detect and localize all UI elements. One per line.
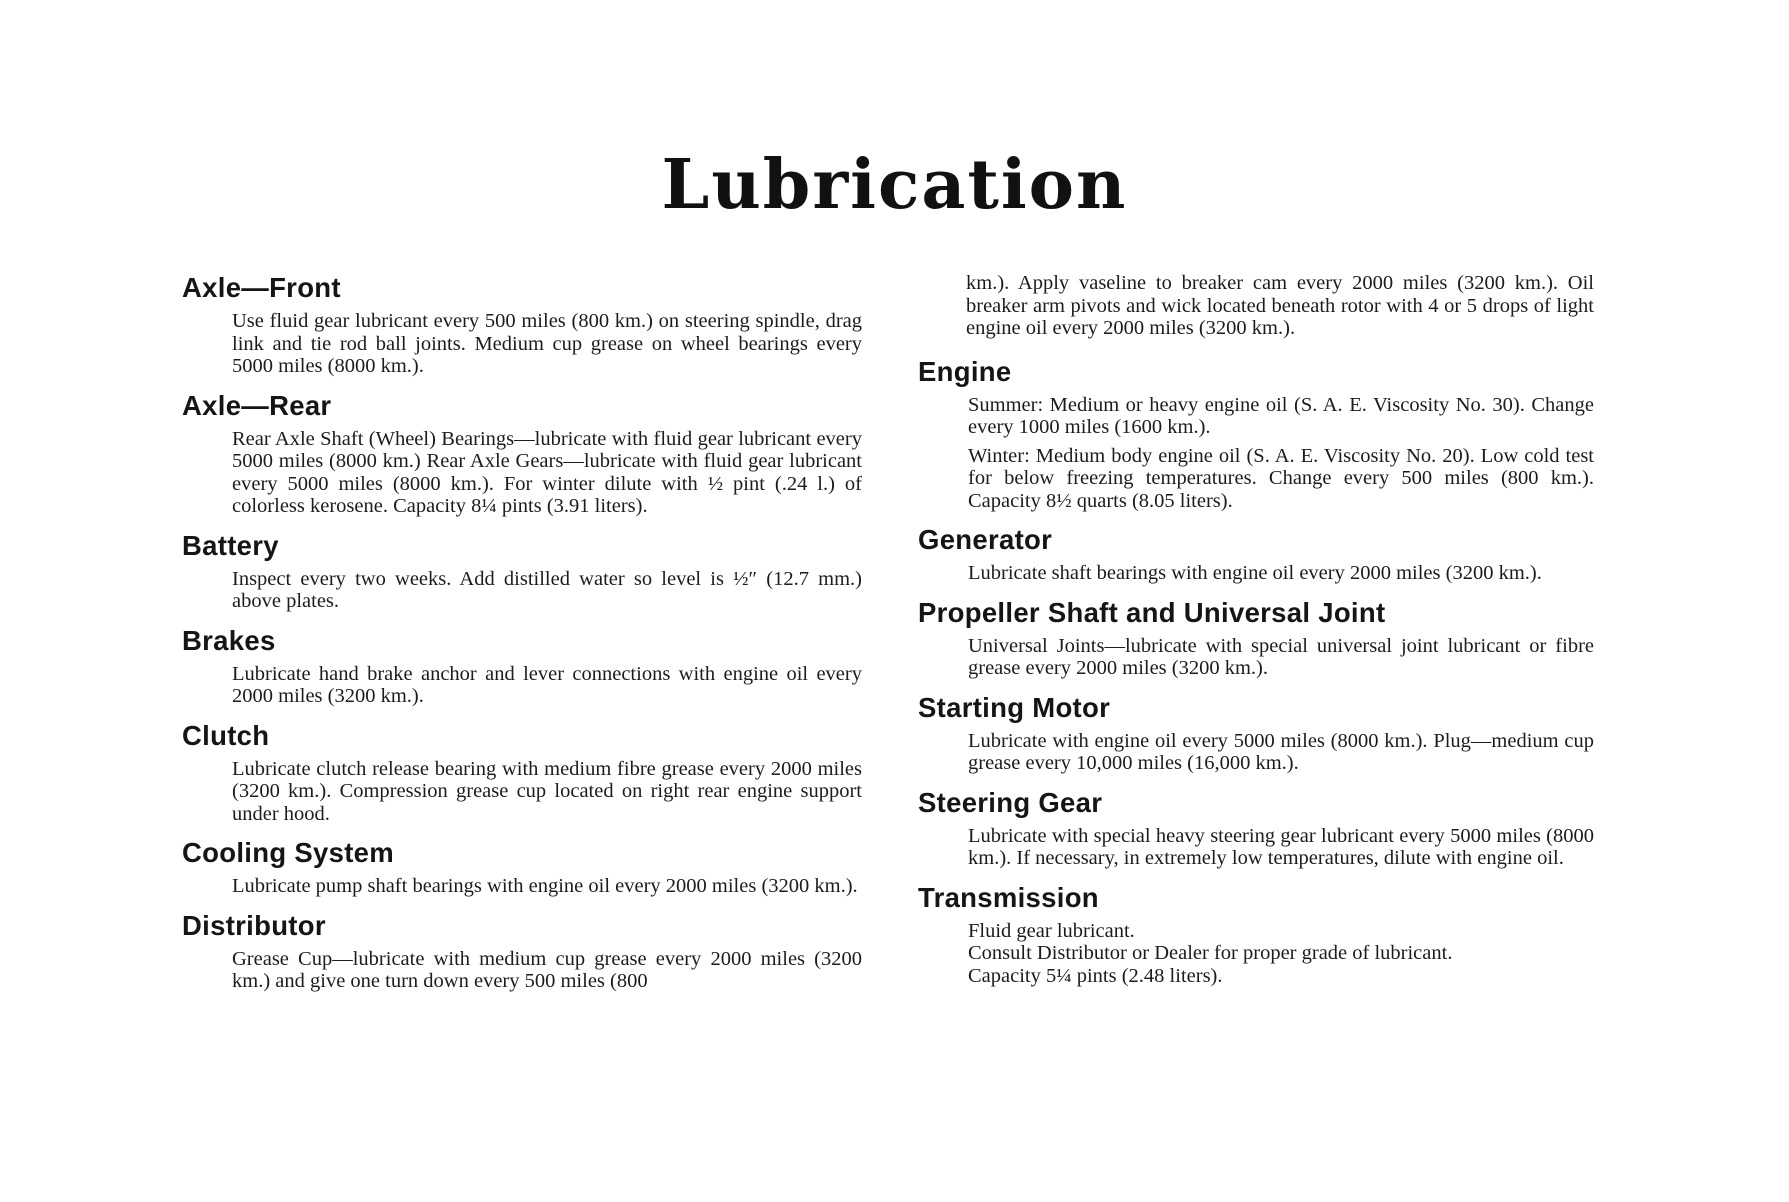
text-line: Capacity 5¼ pints (2.48 liters).	[968, 964, 1223, 987]
section-paragraph: Rear Axle Shaft (Wheel) Bearings—lubricate with fluid gear lubricant every 5000 miles (8000 km.) Rear Axle Gears—lubricate with fluid gear lubricant every 5000 miles (8000 km.). For winter dilute with ½ pint (.24 l.) of colorless kerosene. Capacity 8¼ pints (3.91 liters).	[232, 427, 862, 517]
section-distributor	[182, 908, 862, 993]
section-paragraph: Inspect every two weeks. Add distilled water so level is ½″ (12.7 mm.) above plates.	[232, 567, 862, 612]
section-paragraph: Lubricate with engine oil every 5000 miles (8000 km.). Plug—medium cup grease every 10,000 miles (16,000 km.).	[968, 729, 1594, 774]
section-starting-motor	[918, 690, 1594, 775]
section-paragraph: Universal Joints—lubricate with special universal joint lubricant or fibre grease every 2000 miles (3200 km.).	[968, 634, 1594, 679]
section-paragraph: Grease Cup—lubricate with medium cup grease every 2000 miles (3200 km.) and give one turn down every 500 miles (800	[232, 947, 862, 992]
section-heading: Engine	[918, 355, 1012, 387]
right-column	[918, 272, 1594, 997]
section-heading: Transmission	[918, 881, 1099, 913]
text-line: Consult Distributor or Dealer for proper grade of lubricant.	[968, 942, 1453, 964]
section-heading: Axle—Front	[182, 272, 341, 303]
section-brakes	[182, 623, 862, 708]
section-heading: Steering Gear	[918, 786, 1103, 818]
section-steering-gear	[918, 785, 1594, 870]
section-paragraph	[918, 920, 1594, 988]
section-heading: Axle—Rear	[182, 389, 332, 421]
section-heading: Propeller Shaft and Universal Joint	[918, 596, 1386, 628]
section-heading: Distributor	[182, 909, 326, 941]
section-paragraph: Lubricate clutch release bearing with medium fibre grease every 2000 miles (3200 km.). Compression grease cup located on right rear engine support under hood.	[232, 757, 862, 825]
section-paragraph: Use fluid gear lubricant every 500 miles (800 km.) on steering spindle, drag link and tie rod ball joints. Medium cup grease on wheel bearings every 5000 miles (8000 km.).	[232, 310, 862, 377]
section-generator	[918, 522, 1594, 585]
section-clutch	[182, 718, 862, 826]
section-axle-front	[182, 270, 862, 378]
distributor-continuation: km.). Apply vaseline to breaker cam every 2000 miles (3200 km.). Oil breaker arm pivots and wick located beneath rotor with 4 or 5 drops of light engine oil every 2000 miles (3200 km.).	[966, 272, 1594, 339]
section-paragraph: Lubricate pump shaft bearings with engine oil every 2000 miles (3200 km.).	[232, 875, 858, 897]
section-paragraph: Winter: Medium body engine oil (S. A. E. Viscosity No. 20). Low cold test for below freezing temperatures. Change every 500 miles (800 km.). Capacity 8½ quarts (8.05 liters).	[968, 444, 1594, 512]
section-heading: Cooling System	[182, 837, 395, 868]
section-paragraph: Lubricate hand brake anchor and lever connections with engine oil every 2000 miles (3200 km.).	[232, 662, 862, 707]
section-propeller-shaft	[918, 595, 1594, 680]
text-line: Fluid gear lubricant.	[968, 919, 1135, 942]
section-engine	[918, 354, 1594, 513]
section-paragraph: Lubricate shaft bearings with engine oil every 2000 miles (3200 km.).	[968, 562, 1542, 584]
section-paragraph: Lubricate with special heavy steering gear lubricant every 5000 miles (8000 km.). If necessary, in extremely low temperatures, dilute with engine oil.	[968, 824, 1594, 869]
section-heading: Generator	[918, 524, 1053, 555]
left-column	[182, 270, 862, 1003]
section-axle-rear	[182, 388, 862, 518]
section-transmission	[918, 880, 1594, 988]
section-cooling-system	[182, 835, 862, 898]
page-title: Lubrication	[661, 145, 1128, 225]
section-paragraph: Summer: Medium or heavy engine oil (S. A. E. Viscosity No. 30). Change every 1000 miles (1600 km.).	[968, 393, 1594, 438]
section-heading: Brakes	[182, 624, 276, 656]
section-heading: Battery	[182, 529, 279, 561]
section-heading: Starting Motor	[918, 691, 1111, 723]
section-battery	[182, 528, 862, 613]
section-heading: Clutch	[182, 719, 270, 751]
